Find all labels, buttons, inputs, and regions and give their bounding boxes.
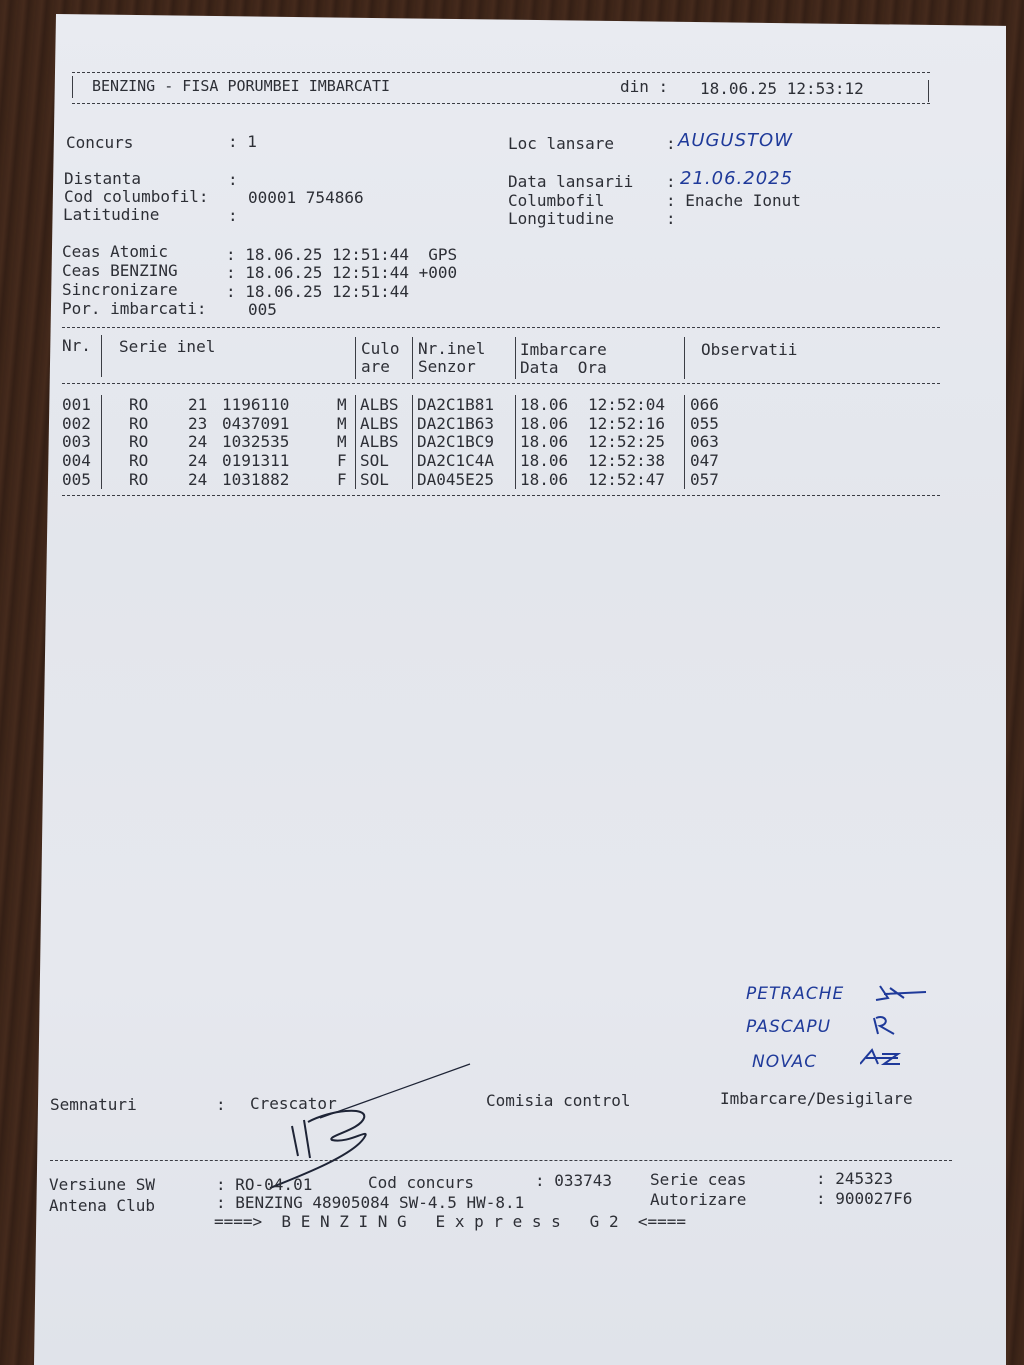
handwritten-name-2: PASCAPU xyxy=(746,1017,832,1037)
row-col-divider-4 xyxy=(515,395,516,414)
latitudine-label: Latitudine xyxy=(63,205,160,224)
row-col-divider-1 xyxy=(101,432,102,451)
print-date-label: din : xyxy=(620,77,669,96)
handwritten-initials xyxy=(860,978,950,1078)
table-bottom-border xyxy=(62,495,940,496)
versiune-sw-label: Versiune SW xyxy=(49,1175,155,1194)
cod-columbofil-value: 00001 754866 xyxy=(248,188,364,207)
cell-senzor: DA2C1BC9 xyxy=(417,432,495,452)
cell-senzor: DA2C1C4A xyxy=(417,451,495,471)
cell-nr: 003 xyxy=(62,432,91,452)
row-col-divider-3 xyxy=(412,451,413,470)
header-imbarcare-1: Imbarcare xyxy=(520,340,607,359)
serie-ceas-value: : 245323 xyxy=(816,1169,894,1188)
table-top-border xyxy=(62,327,940,328)
header-nr: Nr. xyxy=(62,336,91,355)
document-title: BENZING - FISA PORUMBEI IMBARCATI xyxy=(92,77,391,95)
cell-ora: 12:52:47 xyxy=(588,469,666,489)
cell-nr: 005 xyxy=(62,469,91,489)
latitudine-value: : xyxy=(228,206,238,225)
cod-columbofil-label: Cod columbofil: xyxy=(64,187,209,206)
cell-data: 18.06 xyxy=(520,469,569,489)
table-col-divider-4 xyxy=(515,337,516,379)
row-col-divider-4 xyxy=(515,451,516,470)
data-lansarii-value: 21.06.2025 xyxy=(680,168,794,189)
cell-senzor: DA2C1B63 xyxy=(417,413,495,433)
cod-concurs-label: Cod concurs xyxy=(368,1173,474,1192)
cell-data: 18.06 xyxy=(520,432,569,452)
cell-data: 18.06 xyxy=(520,451,569,471)
comisia-control-label: Comisia control xyxy=(486,1091,631,1110)
cell-sex: F xyxy=(337,451,347,471)
concurs-value: : 1 xyxy=(228,132,257,151)
header-observatii: Observatii xyxy=(701,340,798,359)
cell-an: 24 xyxy=(188,451,208,471)
row-col-divider-5 xyxy=(684,414,685,433)
distanta-label: Distanta xyxy=(64,169,142,188)
row-col-divider-1 xyxy=(101,414,102,433)
cell-senzor: DA2C1B81 xyxy=(417,395,495,414)
crescator-label: Crescator xyxy=(250,1094,337,1113)
cod-concurs-value: : 033743 xyxy=(535,1171,613,1190)
row-col-divider-2 xyxy=(355,470,356,489)
row-col-divider-5 xyxy=(684,432,685,451)
cell-inel: 1196110 xyxy=(222,395,290,414)
antena-club-value: : BENZING 48905084 SW-4.5 HW-8.1 xyxy=(216,1193,525,1212)
loc-lansare-label: Loc lansare xyxy=(508,134,614,153)
header-culoare-1: Culo xyxy=(361,339,400,358)
data-lansarii-label: Data lansarii xyxy=(508,172,634,191)
autorizare-label: Autorizare xyxy=(650,1190,747,1209)
row-col-divider-1 xyxy=(101,451,102,470)
cell-obs: 057 xyxy=(690,469,719,489)
cell-ora: 12:52:38 xyxy=(588,451,666,471)
header-bottom-border xyxy=(72,103,930,104)
cell-inel: 0437091 xyxy=(222,413,290,433)
ceas-benzing-value: : 18.06.25 12:51:44 +000 xyxy=(226,263,458,282)
cell-inel: 0191311 xyxy=(222,451,290,471)
cell-obs: 063 xyxy=(690,432,719,452)
porumbei-imbarcati-value: 005 xyxy=(248,300,277,319)
cell-nr: 002 xyxy=(62,413,91,433)
table-col-divider-1 xyxy=(101,335,102,377)
cell-tara: RO xyxy=(129,395,149,414)
longitudine-value: : xyxy=(666,209,676,228)
cell-tara: RO xyxy=(129,432,149,452)
table-header-bottom-border xyxy=(62,383,940,384)
concurs-label: Concurs xyxy=(66,133,134,152)
table-col-divider-2 xyxy=(355,337,356,379)
row-col-divider-3 xyxy=(412,470,413,489)
cell-ora: 12:52:25 xyxy=(588,432,666,452)
cell-ora: 12:52:16 xyxy=(588,413,666,433)
footer-top-border xyxy=(50,1160,952,1161)
cell-culoare: ALBS xyxy=(360,413,399,433)
header-serie-inel: Serie inel xyxy=(119,337,216,356)
row-col-divider-4 xyxy=(515,470,516,489)
row-col-divider-5 xyxy=(684,470,685,489)
benzing-brand-line: ====> B E N Z I N G E x p r e s s G 2 <==== xyxy=(214,1212,687,1231)
row-col-divider-2 xyxy=(355,414,356,433)
cell-tara: RO xyxy=(129,413,149,433)
header-nr-inel-1: Nr.inel xyxy=(418,339,486,358)
loc-lansare-colon: : xyxy=(666,134,676,153)
semnaturi-label: Semnaturi xyxy=(50,1095,137,1114)
cell-senzor: DA045E25 xyxy=(417,469,495,489)
cell-an: 24 xyxy=(188,469,208,489)
row-col-divider-3 xyxy=(412,432,413,451)
row-col-divider-4 xyxy=(515,432,516,451)
loc-lansare-value: AUGUSTOW xyxy=(678,130,793,151)
cell-an: 23 xyxy=(188,413,208,433)
cell-inel: 1032535 xyxy=(222,432,290,452)
cell-culoare: ALBS xyxy=(360,395,399,414)
cell-an: 21 xyxy=(188,395,208,414)
cell-obs: 066 xyxy=(690,395,719,414)
cell-nr: 004 xyxy=(62,451,91,471)
cell-nr: 001 xyxy=(62,395,91,414)
cell-inel: 1031882 xyxy=(222,469,290,489)
row-col-divider-4 xyxy=(515,414,516,433)
row-col-divider-3 xyxy=(412,395,413,414)
table-col-divider-5 xyxy=(684,337,685,379)
row-col-divider-5 xyxy=(684,451,685,470)
row-col-divider-1 xyxy=(101,470,102,489)
cell-obs: 047 xyxy=(690,451,719,471)
cell-data: 18.06 xyxy=(520,395,569,414)
antena-club-label: Antena Club xyxy=(49,1196,155,1215)
header-top-border xyxy=(72,72,930,73)
longitudine-label: Longitudine xyxy=(508,209,614,228)
cell-tara: RO xyxy=(129,451,149,471)
header-imbarcare-2: Data Ora xyxy=(520,358,607,377)
cell-sex: M xyxy=(337,413,347,433)
row-col-divider-5 xyxy=(684,395,685,414)
autorizare-value: : 900027F6 xyxy=(816,1189,913,1208)
semnaturi-colon: : xyxy=(216,1095,226,1114)
breeder-signature xyxy=(260,1060,480,1190)
cell-sex: M xyxy=(337,395,347,414)
header-left-border xyxy=(72,76,73,98)
versiune-sw-value: : RO-04.01 xyxy=(216,1175,313,1194)
header-nr-inel-2: Senzor xyxy=(418,357,476,376)
ceas-atomic-value: : 18.06.25 12:51:44 GPS xyxy=(226,245,458,264)
row-col-divider-1 xyxy=(101,395,102,414)
cell-data: 18.06 xyxy=(520,413,569,433)
distanta-value: : xyxy=(228,170,238,189)
row-col-divider-2 xyxy=(355,395,356,414)
cell-an: 24 xyxy=(188,432,208,452)
ceas-benzing-label: Ceas BENZING xyxy=(62,261,178,280)
cell-sex: M xyxy=(337,432,347,452)
print-date-value: 18.06.25 12:53:12 xyxy=(700,79,864,98)
cell-culoare: SOL xyxy=(360,451,389,471)
row-col-divider-2 xyxy=(355,451,356,470)
porumbei-imbarcati-label: Por. imbarcati: xyxy=(62,299,207,318)
cell-obs: 055 xyxy=(690,413,719,433)
table-col-divider-3 xyxy=(412,337,413,379)
ceas-atomic-label: Ceas Atomic xyxy=(62,242,168,261)
row-col-divider-2 xyxy=(355,432,356,451)
cell-sex: F xyxy=(337,469,347,489)
handwritten-name-1: PETRACHE xyxy=(746,984,845,1004)
sincronizare-label: Sincronizare xyxy=(62,280,178,299)
cell-tara: RO xyxy=(129,469,149,489)
imbarcare-desigilare-label: Imbarcare/Desigilare xyxy=(720,1089,913,1108)
cell-culoare: SOL xyxy=(360,469,389,489)
sincronizare-value: : 18.06.25 12:51:44 xyxy=(226,282,410,301)
header-right-border xyxy=(928,80,929,102)
handwritten-name-3: NOVAC xyxy=(752,1052,818,1072)
columbofil-label: Columbofil xyxy=(508,191,605,210)
cell-ora: 12:52:04 xyxy=(588,395,666,414)
columbofil-value: : Enache Ionut xyxy=(666,191,801,210)
row-col-divider-3 xyxy=(412,414,413,433)
cell-culoare: ALBS xyxy=(360,432,399,452)
data-lansarii-colon: : xyxy=(666,172,676,191)
serie-ceas-label: Serie ceas xyxy=(650,1170,747,1189)
header-culoare-2: are xyxy=(361,357,390,376)
